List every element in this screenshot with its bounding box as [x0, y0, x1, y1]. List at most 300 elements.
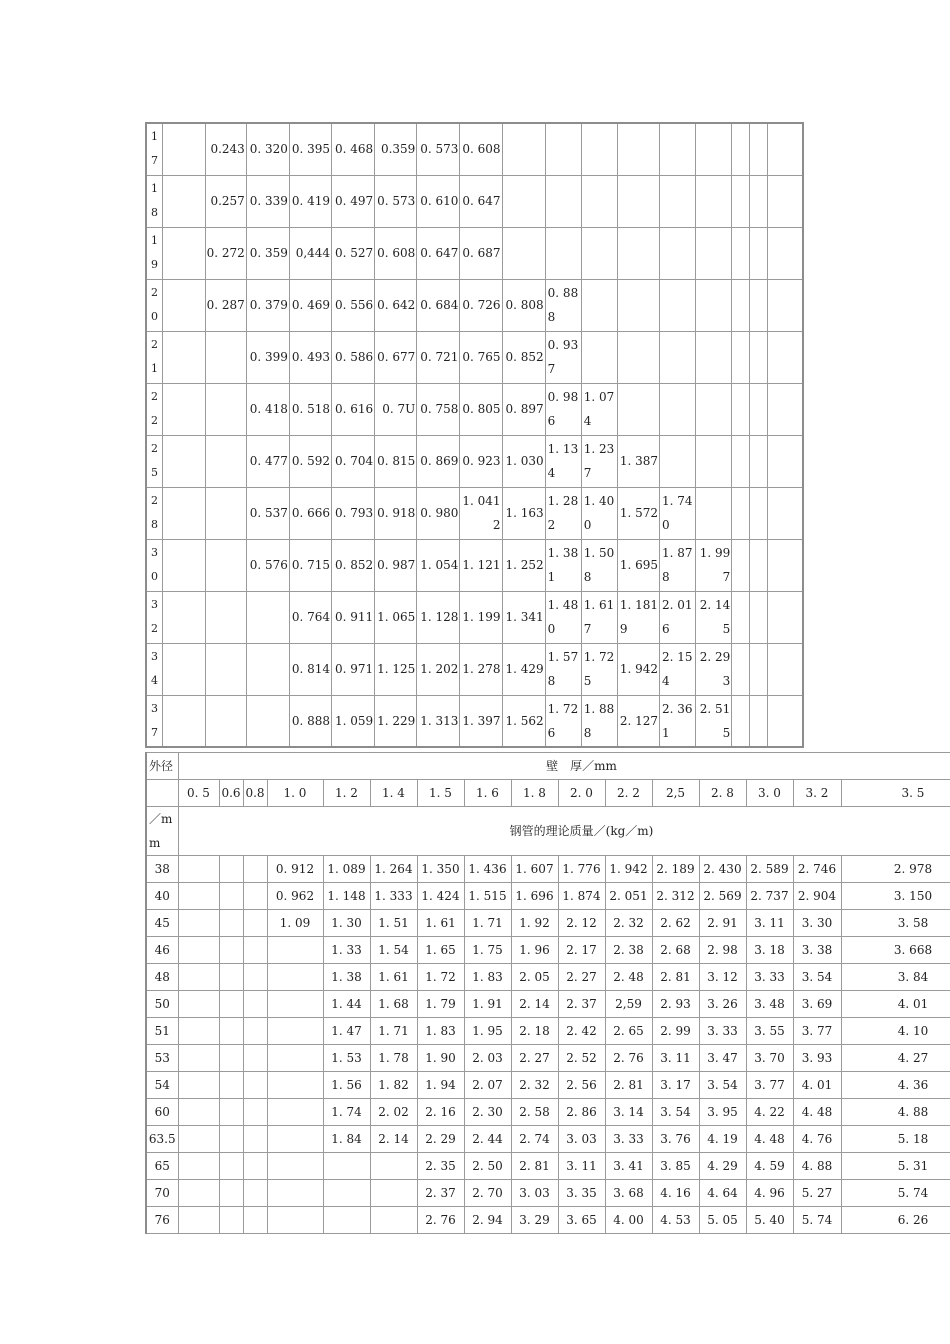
mass-cell — [162, 435, 205, 487]
wall-thickness-cell: 0.8 — [243, 780, 267, 807]
od-header: 外径 — [146, 753, 178, 780]
od-unit: ／mm — [146, 807, 178, 856]
mass-cell: 1. 75 — [464, 937, 511, 964]
mass-cell: 1. 578 — [545, 643, 581, 695]
mass-cell — [219, 937, 243, 964]
outer-diameter-cell: 76 — [146, 1207, 178, 1234]
mass-cell: 2. 91 — [699, 910, 746, 937]
mass-cell: 0. 7U — [375, 383, 417, 435]
mass-cell: 3. 18 — [746, 937, 793, 964]
mass-cell — [205, 383, 246, 435]
mass-cell — [768, 643, 803, 695]
mass-cell: 0. 869 — [417, 435, 460, 487]
mass-cell: 0,444 — [289, 227, 331, 279]
mass-cell: 0. 962 — [267, 883, 323, 910]
mass-cell — [219, 1153, 243, 1180]
mass-cell: 2. 17 — [558, 937, 605, 964]
mass-cell: 1. 508 — [581, 539, 617, 591]
mass-cell: 2. 737 — [746, 883, 793, 910]
mass-cell — [545, 227, 581, 279]
mass-cell — [162, 331, 205, 383]
mass-cell: 5. 74 — [793, 1207, 841, 1234]
outer-diameter-cell: 17 — [146, 123, 162, 175]
mass-cell — [768, 279, 803, 331]
mass-cell: 1. 38 — [323, 964, 370, 991]
mass-cell: 2. 81 — [511, 1153, 558, 1180]
mass-cell: 2. 56 — [558, 1072, 605, 1099]
mass-cell: 1. 942 — [617, 643, 659, 695]
mass-cell — [750, 279, 768, 331]
mass-cell: 3. 47 — [699, 1045, 746, 1072]
lower-mass-table — [145, 752, 950, 1234]
mass-cell: 3. 35 — [558, 1180, 605, 1207]
mass-cell: 2. 32 — [605, 910, 652, 937]
mass-cell — [660, 175, 696, 227]
mass-cell — [768, 487, 803, 539]
mass-cell: 2. 016 — [660, 591, 696, 643]
mass-cell: 0. 897 — [502, 383, 545, 435]
mass-cell: 4. 22 — [746, 1099, 793, 1126]
mass-cell: 0. 339 — [246, 175, 289, 227]
mass-cell: 0. 937 — [545, 331, 581, 383]
mass-cell — [323, 1180, 370, 1207]
mass-cell: 1. 134 — [545, 435, 581, 487]
mass-cell: 3. 95 — [699, 1099, 746, 1126]
mass-cell — [219, 883, 243, 910]
mass-cell: 1. 397 — [460, 695, 502, 747]
mass-cell: 3. 41 — [605, 1153, 652, 1180]
mass-cell — [243, 937, 267, 964]
mass-cell: 3. 55 — [746, 1018, 793, 1045]
mass-cell: 1. 874 — [558, 883, 605, 910]
mass-cell — [732, 383, 750, 435]
mass-cell: 0. 684 — [417, 279, 460, 331]
mass-cell: 2. 42 — [558, 1018, 605, 1045]
mass-cell — [732, 175, 750, 227]
mass-cell: 1. 96 — [511, 937, 558, 964]
mass-cell: 3. 03 — [511, 1180, 558, 1207]
mass-cell — [219, 856, 243, 883]
table-row — [146, 1045, 950, 1072]
mass-cell: 3. 65 — [558, 1207, 605, 1234]
mass-cell — [178, 1126, 219, 1153]
mass-cell: 2. 14 — [511, 991, 558, 1018]
mass-cell: 0. 911 — [332, 591, 375, 643]
mass-cell: 0.359 — [375, 123, 417, 175]
table-row — [146, 591, 803, 643]
mass-cell: 0. 647 — [460, 175, 502, 227]
mass-cell — [696, 123, 732, 175]
mass-cell: 5. 31 — [841, 1153, 950, 1180]
mass-cell — [205, 539, 246, 591]
table-row — [146, 856, 950, 883]
mass-cell: 0. 616 — [332, 383, 375, 435]
mass-cell — [243, 964, 267, 991]
wall-thickness-cell: 1. 5 — [417, 780, 464, 807]
mass-cell: 4. 48 — [793, 1099, 841, 1126]
mass-cell — [219, 1099, 243, 1126]
mass-cell: 1. 429 — [502, 643, 545, 695]
table-row — [146, 1207, 950, 1234]
mass-cell: 1. 054 — [417, 539, 460, 591]
mass-cell — [178, 1153, 219, 1180]
mass-cell: 1. 71 — [464, 910, 511, 937]
mass-cell: 0. 469 — [289, 279, 331, 331]
mass-cell — [243, 856, 267, 883]
mass-cell: 5. 74 — [841, 1180, 950, 1207]
mass-cell: 0. 764 — [289, 591, 331, 643]
table-row — [146, 1099, 950, 1126]
table-row — [146, 1018, 950, 1045]
mass-cell: 2. 65 — [605, 1018, 652, 1045]
mass-cell — [502, 227, 545, 279]
mass-cell — [243, 1072, 267, 1099]
mass-cell — [581, 175, 617, 227]
outer-diameter-cell: 38 — [146, 856, 178, 883]
mass-cell: 1. 202 — [417, 643, 460, 695]
outer-diameter-cell: 48 — [146, 964, 178, 991]
table-row — [146, 123, 803, 175]
mass-cell — [246, 695, 289, 747]
mass-cell: 1. 30 — [323, 910, 370, 937]
outer-diameter-cell: 30 — [146, 539, 162, 591]
mass-cell: 2. 127 — [617, 695, 659, 747]
mass-cell: 4. 36 — [841, 1072, 950, 1099]
mass-cell: 3. 03 — [558, 1126, 605, 1153]
mass-cell: 1. 94 — [417, 1072, 464, 1099]
mass-cell: 2. 29 — [417, 1126, 464, 1153]
mass-cell: 2. 37 — [417, 1180, 464, 1207]
mass-cell — [219, 1126, 243, 1153]
mass-cell: 2. 81 — [605, 1072, 652, 1099]
mass-cell: 0. 808 — [502, 279, 545, 331]
mass-cell: 1. 695 — [617, 539, 659, 591]
mass-cell — [178, 1018, 219, 1045]
mass-cell: 4. 88 — [841, 1099, 950, 1126]
mass-cell — [267, 937, 323, 964]
mass-cell — [617, 123, 659, 175]
mass-cell: 4. 53 — [652, 1207, 699, 1234]
mass-cell — [243, 1153, 267, 1180]
mass-cell: 4. 01 — [793, 1072, 841, 1099]
mass-cell: 1. 278 — [460, 643, 502, 695]
mass-cell: 2. 515 — [696, 695, 732, 747]
mass-cell — [768, 175, 803, 227]
mass-cell: 3. 12 — [699, 964, 746, 991]
mass-cell: 5. 05 — [699, 1207, 746, 1234]
outer-diameter-cell: 22 — [146, 383, 162, 435]
mass-cell — [370, 1153, 417, 1180]
mass-cell — [768, 227, 803, 279]
mass-cell — [243, 1099, 267, 1126]
mass-cell: 1. 84 — [323, 1126, 370, 1153]
table-row — [146, 695, 803, 747]
mass-cell: 0. 418 — [246, 383, 289, 435]
mass-cell — [219, 1072, 243, 1099]
mass-cell: 2. 293 — [696, 643, 732, 695]
wall-thickness-cell: 2. 0 — [558, 780, 605, 807]
mass-cell: 2. 589 — [746, 856, 793, 883]
mass-cell — [267, 1126, 323, 1153]
mass-cell — [162, 591, 205, 643]
mass-cell: 1. 71 — [370, 1018, 417, 1045]
mass-cell: 4. 88 — [793, 1153, 841, 1180]
mass-cell — [732, 539, 750, 591]
mass-cell: 2. 30 — [464, 1099, 511, 1126]
mass-cell: 1. 726 — [545, 695, 581, 747]
table-row — [146, 175, 803, 227]
mass-cell: 3. 26 — [699, 991, 746, 1018]
mass-cell — [243, 910, 267, 937]
mass-cell: 0. 687 — [460, 227, 502, 279]
mass-cell: 1. 1819 — [617, 591, 659, 643]
mass-cell — [660, 331, 696, 383]
outer-diameter-cell: 60 — [146, 1099, 178, 1126]
mass-cell: 0. 814 — [289, 643, 331, 695]
mass-cell: 1. 199 — [460, 591, 502, 643]
mass-cell: 3. 76 — [652, 1126, 699, 1153]
mass-cell: 1. 61 — [370, 964, 417, 991]
mass-cell: 0. 419 — [289, 175, 331, 227]
mass-cell — [243, 883, 267, 910]
wall-thickness-cell: 0.6 — [219, 780, 243, 807]
mass-cell: 1. 74 — [323, 1099, 370, 1126]
wall-thickness-cell: 3. 2 — [793, 780, 841, 807]
mass-cell: 0. 987 — [375, 539, 417, 591]
mass-cell: 0. 912 — [267, 856, 323, 883]
wall-thickness-cell: 3. 0 — [746, 780, 793, 807]
outer-diameter-cell: 18 — [146, 175, 162, 227]
mass-cell: 0. 497 — [332, 175, 375, 227]
mass-cell: 3. 69 — [793, 991, 841, 1018]
outer-diameter-cell: 65 — [146, 1153, 178, 1180]
mass-cell — [178, 937, 219, 964]
mass-cell: 0. 715 — [289, 539, 331, 591]
wall-thickness-cell: 2. 2 — [605, 780, 652, 807]
mass-cell: 1. 78 — [370, 1045, 417, 1072]
mass-cell: 0. 805 — [460, 383, 502, 435]
mass-cell: 4. 76 — [793, 1126, 841, 1153]
mass-cell — [750, 123, 768, 175]
mass-cell: 1. 617 — [581, 591, 617, 643]
mass-cell: 1. 282 — [545, 487, 581, 539]
table-row — [146, 435, 803, 487]
mass-cell — [219, 1207, 243, 1234]
mass-cell: 1. 436 — [464, 856, 511, 883]
table-row — [146, 1153, 950, 1180]
mass-cell: 2. 03 — [464, 1045, 511, 1072]
mass-cell: 2. 70 — [464, 1180, 511, 1207]
mass-cell: 2. 44 — [464, 1126, 511, 1153]
mass-cell: 3. 85 — [652, 1153, 699, 1180]
mass-cell — [696, 435, 732, 487]
mass-cell: 3. 11 — [558, 1153, 605, 1180]
mass-cell — [581, 331, 617, 383]
table-row — [146, 331, 803, 383]
mass-cell — [162, 279, 205, 331]
mass-cell — [246, 643, 289, 695]
mass-cell — [178, 1207, 219, 1234]
mass-cell: 0. 477 — [246, 435, 289, 487]
mass-cell: 0. 642 — [375, 279, 417, 331]
mass-cell: 1. 65 — [417, 937, 464, 964]
mass-cell: 0. 586 — [332, 331, 375, 383]
mass-cell — [178, 991, 219, 1018]
mass-cell: 6. 26 — [841, 1207, 950, 1234]
mass-cell — [370, 1180, 417, 1207]
mass-cell — [205, 487, 246, 539]
mass-cell — [750, 175, 768, 227]
outer-diameter-cell: 70 — [146, 1180, 178, 1207]
mass-cell: 2. 145 — [696, 591, 732, 643]
mass-cell — [267, 1045, 323, 1072]
mass-cell: 0. 576 — [246, 539, 289, 591]
mass-cell: 1. 128 — [417, 591, 460, 643]
mass-cell: 4. 10 — [841, 1018, 950, 1045]
mass-cell: 2. 38 — [605, 937, 652, 964]
mass-cell — [768, 695, 803, 747]
mass-cell — [617, 279, 659, 331]
mass-header: 钢管的理论质量／(kg／m) — [178, 807, 950, 856]
mass-cell: 0. 573 — [417, 123, 460, 175]
mass-cell: 1. 942 — [605, 856, 652, 883]
mass-cell: 1. 089 — [323, 856, 370, 883]
outer-diameter-cell: 25 — [146, 435, 162, 487]
mass-cell: 0. 592 — [289, 435, 331, 487]
mass-cell: 2. 58 — [511, 1099, 558, 1126]
mass-cell: 0. 971 — [332, 643, 375, 695]
mass-cell — [696, 383, 732, 435]
mass-cell — [750, 643, 768, 695]
mass-cell: 0. 468 — [332, 123, 375, 175]
mass-cell: 1. 313 — [417, 695, 460, 747]
mass-cell: 1. 125 — [375, 643, 417, 695]
mass-cell — [696, 175, 732, 227]
outer-diameter-cell: 28 — [146, 487, 162, 539]
mass-cell: 2. 50 — [464, 1153, 511, 1180]
mass-cell — [502, 123, 545, 175]
mass-cell — [750, 487, 768, 539]
mass-cell: 2. 14 — [370, 1126, 417, 1153]
mass-cell — [205, 591, 246, 643]
mass-cell: 1. 424 — [417, 883, 464, 910]
wall-thickness-cell: 1. 4 — [370, 780, 417, 807]
mass-cell: 3. 33 — [746, 964, 793, 991]
outer-diameter-cell: 37 — [146, 695, 162, 747]
mass-cell: 3. 84 — [841, 964, 950, 991]
mass-cell — [243, 1180, 267, 1207]
mass-cell: 0. 980 — [417, 487, 460, 539]
mass-cell: 1. 47 — [323, 1018, 370, 1045]
mass-cell: 1. 350 — [417, 856, 464, 883]
mass-cell: 1. 059 — [332, 695, 375, 747]
mass-cell — [750, 695, 768, 747]
mass-cell: 3. 54 — [652, 1099, 699, 1126]
outer-diameter-cell: 54 — [146, 1072, 178, 1099]
mass-cell: 1. 515 — [464, 883, 511, 910]
mass-cell: 0. 527 — [332, 227, 375, 279]
mass-cell: 2. 154 — [660, 643, 696, 695]
mass-cell — [750, 227, 768, 279]
mass-cell — [732, 591, 750, 643]
mass-cell — [243, 1207, 267, 1234]
mass-cell — [750, 539, 768, 591]
table-row — [146, 1180, 950, 1207]
mass-cell — [545, 123, 581, 175]
mass-cell: 0. 379 — [246, 279, 289, 331]
mass-cell: 4. 48 — [746, 1126, 793, 1153]
mass-cell: 1. 09 — [267, 910, 323, 937]
wall-thickness-cell: 2,5 — [652, 780, 699, 807]
mass-cell: 1. 776 — [558, 856, 605, 883]
mass-cell: 0. 395 — [289, 123, 331, 175]
mass-cell: 2. 07 — [464, 1072, 511, 1099]
mass-cell — [750, 591, 768, 643]
mass-cell: 5. 27 — [793, 1180, 841, 1207]
mass-cell: 2. 18 — [511, 1018, 558, 1045]
mass-cell: 0. 359 — [246, 227, 289, 279]
mass-cell: 3. 668 — [841, 937, 950, 964]
mass-cell — [660, 227, 696, 279]
mass-cell: 1. 065 — [375, 591, 417, 643]
mass-cell: 3. 11 — [746, 910, 793, 937]
mass-cell: 0. 610 — [417, 175, 460, 227]
mass-cell: 4. 27 — [841, 1045, 950, 1072]
mass-cell: 1. 121 — [460, 539, 502, 591]
mass-cell: 1. 95 — [464, 1018, 511, 1045]
mass-cell: 0. 793 — [332, 487, 375, 539]
mass-cell: 2. 02 — [370, 1099, 417, 1126]
mass-cell: 1. 92 — [511, 910, 558, 937]
mass-cell: 0. 815 — [375, 435, 417, 487]
mass-cell: 3. 48 — [746, 991, 793, 1018]
od-header-blank — [146, 780, 178, 807]
mass-cell — [370, 1207, 417, 1234]
mass-cell: 0.243 — [205, 123, 246, 175]
mass-cell: 1. 44 — [323, 991, 370, 1018]
wall-thickness-cell: 3. 5 — [841, 780, 950, 807]
mass-cell: 0. 573 — [375, 175, 417, 227]
outer-diameter-cell: 46 — [146, 937, 178, 964]
mass-cell: 0. 320 — [246, 123, 289, 175]
mass-cell: 1. 387 — [617, 435, 659, 487]
mass-cell — [617, 331, 659, 383]
outer-diameter-cell: 34 — [146, 643, 162, 695]
mass-cell — [750, 383, 768, 435]
mass-cell — [323, 1153, 370, 1180]
mass-cell — [267, 991, 323, 1018]
mass-cell: 3. 68 — [605, 1180, 652, 1207]
mass-cell: 0. 888 — [289, 695, 331, 747]
mass-cell: 4. 00 — [605, 1207, 652, 1234]
mass-cell: 2. 189 — [652, 856, 699, 883]
mass-cell: 1. 400 — [581, 487, 617, 539]
mass-cell: 0. 726 — [460, 279, 502, 331]
mass-cell — [219, 964, 243, 991]
mass-cell: 2. 978 — [841, 856, 950, 883]
wall-thickness-cell: 0. 5 — [178, 780, 219, 807]
mass-cell: 2. 48 — [605, 964, 652, 991]
mass-cell: 1. 333 — [370, 883, 417, 910]
mass-cell: 3. 77 — [793, 1018, 841, 1045]
mass-cell — [768, 123, 803, 175]
mass-cell: 1. 607 — [511, 856, 558, 883]
mass-cell: 1. 252 — [502, 539, 545, 591]
mass-cell — [219, 1180, 243, 1207]
mass-cell — [243, 991, 267, 1018]
mass-cell — [660, 279, 696, 331]
mass-cell — [750, 331, 768, 383]
